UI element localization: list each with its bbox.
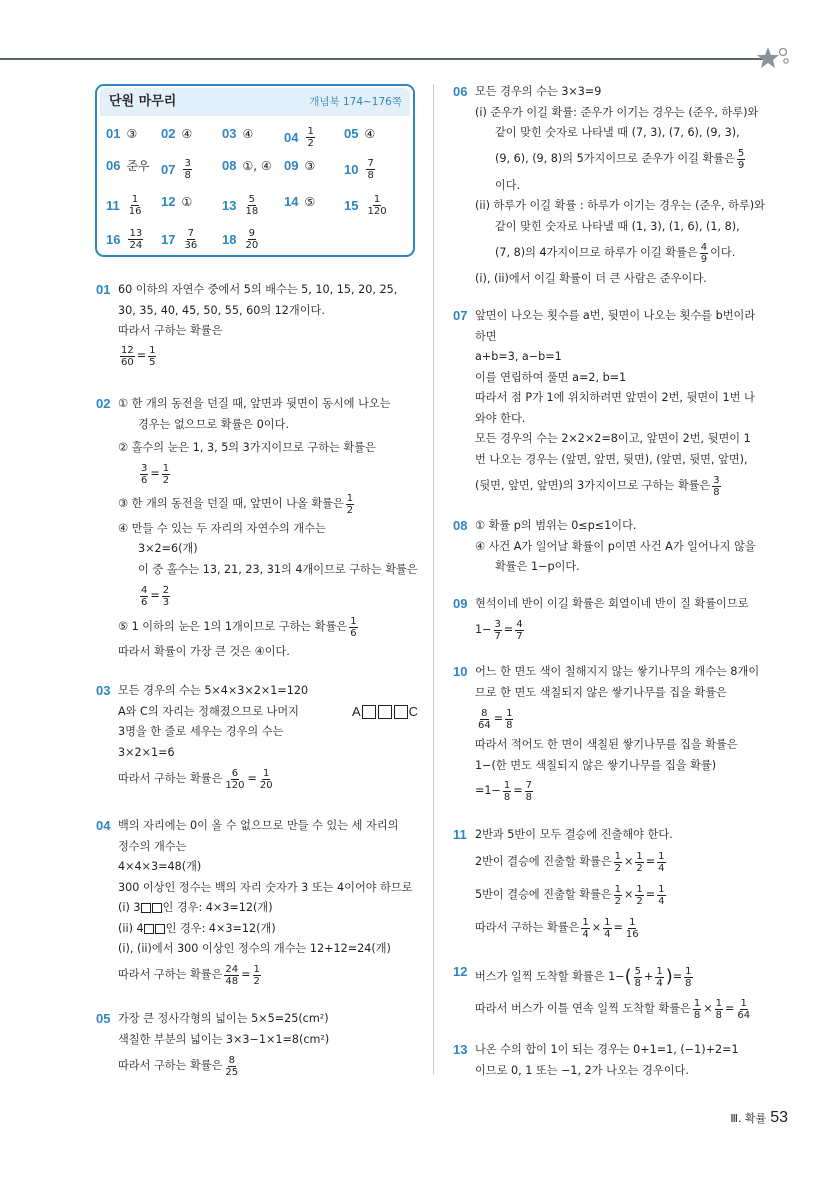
- text-line: 따라서 구하는 확률은: [118, 1058, 223, 1072]
- text-line: 따라서 적어도 한 면이 색칠된 쌓기나무를 집을 확률은: [475, 738, 738, 751]
- answer-number: 02: [161, 126, 176, 141]
- text-line: 확률은 1−p이다.: [495, 560, 580, 573]
- text-line: ⑤ 1 이하의 눈은 1의 1개이므로 구하는 확률은: [118, 619, 348, 633]
- problem-number: 11: [453, 827, 467, 842]
- answer-item: [222, 194, 261, 217]
- answer-item: [344, 126, 375, 142]
- answer-number: 15: [344, 197, 359, 213]
- answer-item: [344, 158, 377, 181]
- text-line: 4×4×3=48(개): [118, 860, 202, 873]
- answer-value: ④: [242, 127, 254, 141]
- problem-number: 02: [96, 396, 111, 411]
- text-line: (i), (ii)에서 300 이상인 정수의 개수는 12+12=24(개): [118, 942, 391, 955]
- answer-item: [106, 228, 145, 251]
- fraction: $\frac{1}{5}$: [149, 345, 156, 368]
- text-line: A와 C의 자리는 정해졌으므로 나머지: [118, 704, 299, 718]
- answer-fraction: $\frac{1}{16}$: [128, 194, 142, 217]
- text-line: 색칠한 부분의 넓이는 3×3−1×1=8(cm²): [118, 1032, 330, 1046]
- text-line: 같이 맞힌 숫자로 나타낼 때 (7, 3), (7, 6), (9, 3),: [495, 126, 740, 139]
- text-line: 이므로 0, 1 또는 −1, 2가 나오는 경우이다.: [475, 1063, 689, 1077]
- answer-number: 10: [344, 161, 359, 177]
- text-line: 모든 경우의 수는 2×2×2=8이고, 앞면이 2번, 뒷면이 1: [475, 432, 751, 445]
- text-line: 어느 한 면도 색이 칠해지지 않는 쌓기나무의 개수는 8개이: [475, 665, 760, 678]
- answer-value: ③: [126, 127, 138, 141]
- answer-value: ④: [364, 127, 376, 141]
- problem-number: 08: [453, 518, 468, 533]
- text-line: ③ 한 개의 동전을 던질 때, 앞면이 나올 확률은: [118, 497, 344, 511]
- text-line: ④ 사건 A가 일어날 확률이 p이면 사건 A가 일어나지 않을: [475, 539, 756, 553]
- answer-value: ⑤: [304, 195, 316, 209]
- column-divider: [433, 84, 434, 1074]
- text-line: 2반과 5반이 모두 결승에 진출해야 한다.: [475, 828, 673, 841]
- text-line: 따라서 구하는 확률은: [118, 324, 223, 337]
- answer-number: 06: [106, 158, 121, 173]
- answer-number: 05: [344, 126, 359, 141]
- problem-number: 13: [453, 1042, 468, 1057]
- text-line: 하면: [475, 329, 497, 343]
- text-line: 따라서 구하는 확률은: [118, 968, 223, 982]
- text-line: 이 중 홀수는 13, 21, 23, 31의 4개이므로 구하는 확률은: [138, 562, 418, 576]
- text-line: ① 한 개의 동전을 던질 때, 앞면과 뒷면이 동시에 나오는: [118, 397, 391, 410]
- text-line: 같이 맞힌 숫자로 나타낼 때 (1, 3), (1, 6), (1, 8),: [495, 219, 740, 233]
- answer-item: [284, 126, 317, 149]
- problem-number: 04: [96, 818, 111, 833]
- answer-item: [222, 126, 253, 142]
- answer-number: 09: [284, 158, 299, 173]
- seating-diagram: A C: [351, 703, 418, 719]
- text-line: 가장 큰 정사각형의 넓이는 5×5=25(cm²): [118, 1012, 329, 1025]
- text-line: ① 확률 p의 범위는 0≤p≤1이다.: [475, 519, 637, 532]
- fraction: $\frac{12}{60}$: [121, 345, 134, 368]
- text-line: 모든 경우의 수는 5×4×3×2×1=120: [118, 684, 309, 697]
- answer-item: [106, 194, 144, 217]
- answer-item: [161, 158, 194, 181]
- answer-item: [284, 194, 315, 210]
- text-line: 따라서 점 P가 1에 위치하려면 앞면이 2번, 뒷면이 1번 나: [475, 391, 755, 404]
- answer-item: [161, 126, 192, 142]
- text-line: 모든 경우의 수는 3×3=9: [475, 85, 602, 98]
- text-line: ④ 만들 수 있는 두 자리의 자연수의 개수는: [118, 521, 326, 535]
- text-line: 와야 한다.: [475, 411, 526, 425]
- answer-value: 준우: [126, 159, 150, 173]
- answer-value: ①: [181, 195, 193, 209]
- answer-number: 17: [161, 231, 176, 247]
- page-number: 53: [770, 1109, 788, 1126]
- answer-fraction: $\frac{5}{18}$: [245, 194, 259, 217]
- answer-number: 16: [106, 231, 121, 247]
- answer-fraction: $\frac{1}{2}$: [307, 126, 314, 149]
- header-rule: [0, 58, 772, 60]
- text-line: 3×2×1=6: [118, 745, 175, 759]
- problem-number: 07: [453, 308, 468, 323]
- answer-number: 03: [222, 126, 237, 141]
- problem-number: 01: [96, 282, 111, 297]
- text-line: ② 홀수의 눈은 1, 3, 5의 3가지이므로 구하는 확률은: [118, 441, 376, 454]
- star-icon: [756, 44, 792, 74]
- text-line: 번 나오는 경우는 (앞면, 앞면, 뒷면), (앞면, 뒷면, 앞면),: [475, 452, 748, 466]
- problem-number: 06: [453, 84, 468, 99]
- section-label: Ⅲ. 확률: [730, 1112, 767, 1125]
- text-line: 정수의 개수는: [118, 839, 187, 853]
- text-line: 이다.: [495, 178, 521, 192]
- page-footer: [730, 1108, 788, 1129]
- answer-item: [222, 158, 272, 174]
- answer-fraction: $\frac{13}{24}$: [129, 228, 143, 251]
- summary-title: 단원 마무리: [109, 94, 177, 109]
- problem-number: 09: [453, 596, 468, 611]
- text-line: (i), (ii)에서 이길 확률이 더 큰 사람은 준우이다.: [475, 272, 707, 285]
- problem-number: 12: [453, 964, 468, 979]
- answer-item: [106, 126, 137, 142]
- problem-number: 03: [96, 683, 111, 698]
- answer-number: 12: [161, 194, 176, 209]
- answer-item: [161, 228, 200, 251]
- problem-number: 05: [96, 1011, 111, 1026]
- text-line: 60 이하의 자연수 중에서 5의 배수는 5, 10, 15, 20, 25,: [118, 283, 398, 296]
- text-line: (9, 6), (9, 8)의 5가지이므로 준우가 이길 확률은: [495, 152, 735, 166]
- text-line: 따라서 확률이 가장 큰 것은 ④이다.: [118, 645, 290, 658]
- answer-fraction: $\frac{3}{8}$: [184, 158, 191, 181]
- answer-fraction: $\frac{1}{120}$: [367, 194, 387, 217]
- text-line: 1−(한 면도 색칠되지 않은 쌓기나무를 집을 확률): [475, 758, 717, 772]
- answer-number: 08: [222, 158, 237, 173]
- text-line: 3명을 한 줄로 세우는 경우의 수는: [118, 725, 284, 738]
- answer-fraction: $\frac{7}{36}$: [184, 228, 198, 251]
- answer-item: [222, 228, 261, 251]
- answer-value: ③: [304, 159, 316, 173]
- answer-number: 07: [161, 161, 176, 177]
- text-line: (7, 8)의 4가지이므로 하루가 이길 확률은: [495, 245, 698, 259]
- text-line: 30, 35, 40, 45, 50, 55, 60의 12개이다.: [118, 303, 325, 317]
- answer-number: 13: [222, 197, 237, 213]
- answer-number: 14: [284, 194, 299, 209]
- summary-header: [100, 88, 410, 116]
- answer-number: 11: [106, 197, 120, 213]
- text-line: 이를 연립하여 풀면 a=2, b=1: [475, 370, 627, 384]
- text-line: a+b=3, a−b=1: [475, 350, 562, 363]
- answer-item: [161, 194, 192, 210]
- answer-item: [284, 158, 315, 174]
- problem-number: 10: [453, 664, 468, 679]
- text-line: (i) 준우가 이길 확률: 준우가 이기는 경우는 (준우, 하루)와: [475, 105, 759, 119]
- answer-value: ④: [181, 127, 193, 141]
- text-line: 나온 수의 합이 1이 되는 경우는 0+1=1, (−1)+2=1: [475, 1043, 739, 1056]
- answer-item: [344, 194, 390, 217]
- answer-fraction: $\frac{7}{8}$: [367, 158, 374, 181]
- answer-number: 01: [106, 126, 121, 141]
- text-line: (ii) 하루가 이길 확률 : 하루가 이기는 경우는 (준우, 하루)와: [475, 199, 765, 212]
- text-line: 앞면이 나오는 횟수를 a번, 뒷면이 나오는 횟수를 b번이라: [475, 309, 756, 322]
- text-line: 백의 자리에는 0이 올 수 없으므로 만들 수 있는 세 자리의: [118, 819, 399, 832]
- answer-item: [106, 158, 150, 174]
- answer-number: 04: [284, 129, 299, 145]
- answer-fraction: $\frac{9}{20}$: [245, 228, 259, 251]
- text-line: 현석이네 반이 이길 확률은 회열이네 반이 질 확률이므로: [475, 597, 749, 610]
- text-line: 므로 한 면도 색칠되지 않은 쌓기나무를 집을 확률은: [475, 685, 727, 699]
- text-line: 따라서 구하는 확률은: [118, 771, 223, 785]
- text-line: (뒷면, 앞면, 앞면)의 3가지이므로 구하는 확률은: [475, 478, 711, 492]
- summary-reference: 개념북 174~176쪽: [309, 96, 402, 108]
- text-line: 경우는 없으므로 확률은 0이다.: [138, 417, 290, 431]
- answer-value: ①, ④: [242, 159, 272, 173]
- text-line: 300 이상인 정수는 백의 자리 숫자가 3 또는 4이어야 하므로: [118, 880, 413, 894]
- text-line: 3×2=6(개): [138, 542, 198, 555]
- answer-number: 18: [222, 231, 237, 247]
